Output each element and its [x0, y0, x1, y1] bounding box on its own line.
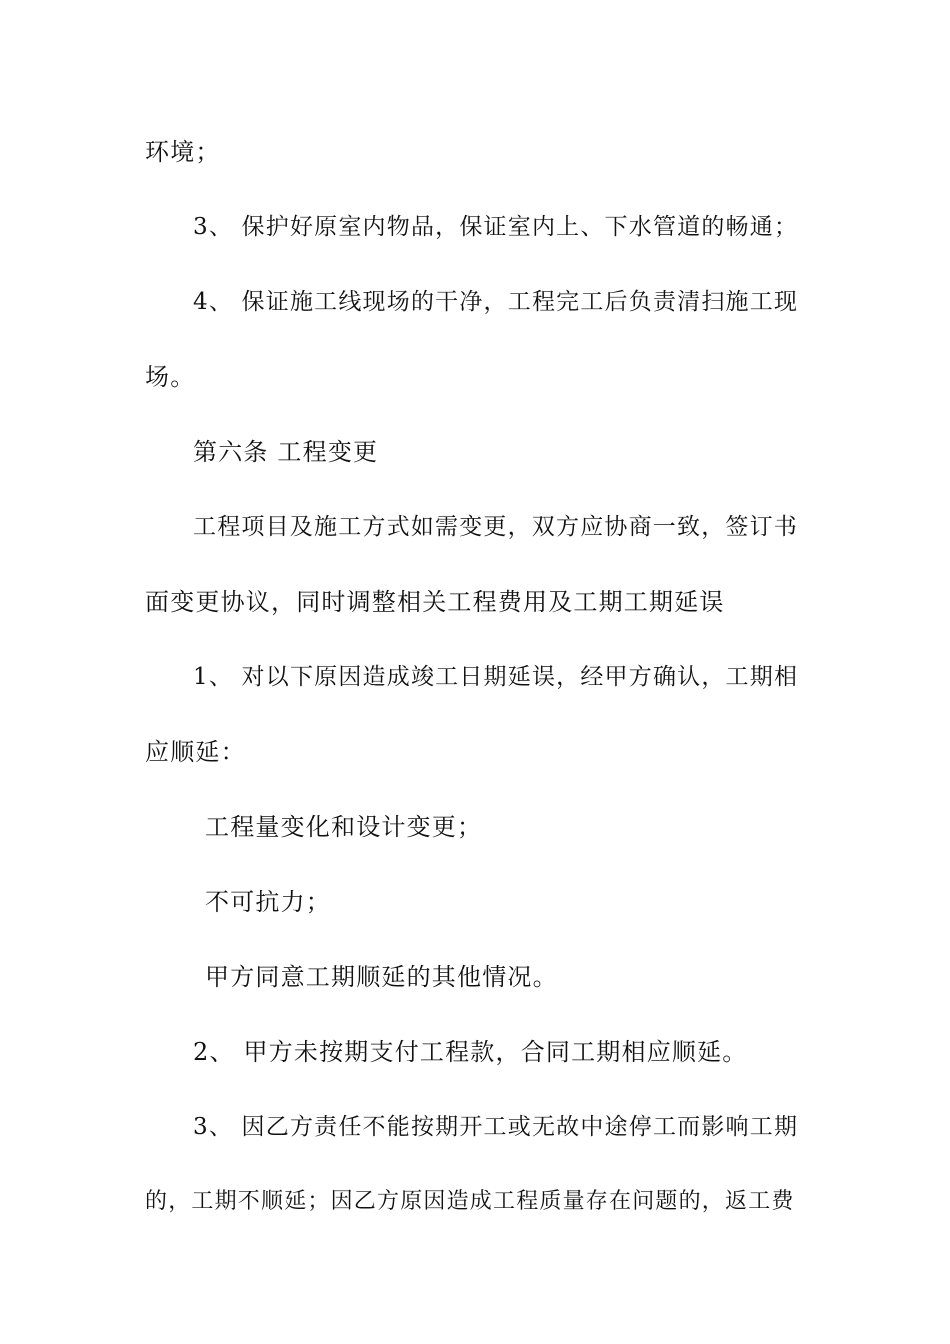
section-heading: 第六条 工程变更 [193, 438, 379, 466]
text-line: 的，工期不顺延；因乙方原因造成工程质量存在问题的，返工费 [145, 1189, 795, 1214]
text-line: 1、 对以下原因造成竣工日期延误，经甲方确认，工期相 [193, 664, 799, 690]
text-line: 工程项目及施工方式如需变更，双方应协商一致，签订书 [193, 514, 798, 540]
list-item: 甲方同意工期顺延的其他情况。 [205, 963, 558, 991]
text-line: 环境； [145, 138, 221, 166]
text-line: 场。 [145, 363, 196, 391]
text-line: 应顺延： [145, 738, 246, 766]
list-item: 不可抗力； [205, 888, 331, 916]
text-line: 面变更协议，同时调整相关工程费用及工期工期延误 [145, 588, 725, 616]
text-line: 2、 甲方未按期支付工程款，合同工期相应顺延。 [193, 1038, 748, 1066]
text-line: 3、 保护好原室内物品，保证室内上、下水管道的畅通； [193, 214, 799, 240]
text-line: 4、 保证施工线现场的干净，工程完工后负责清扫施工现 [193, 289, 799, 315]
list-item: 工程量变化和设计变更； [205, 813, 483, 841]
text-line: 3、 因乙方责任不能按期开工或无故中途停工而影响工期 [193, 1114, 799, 1140]
